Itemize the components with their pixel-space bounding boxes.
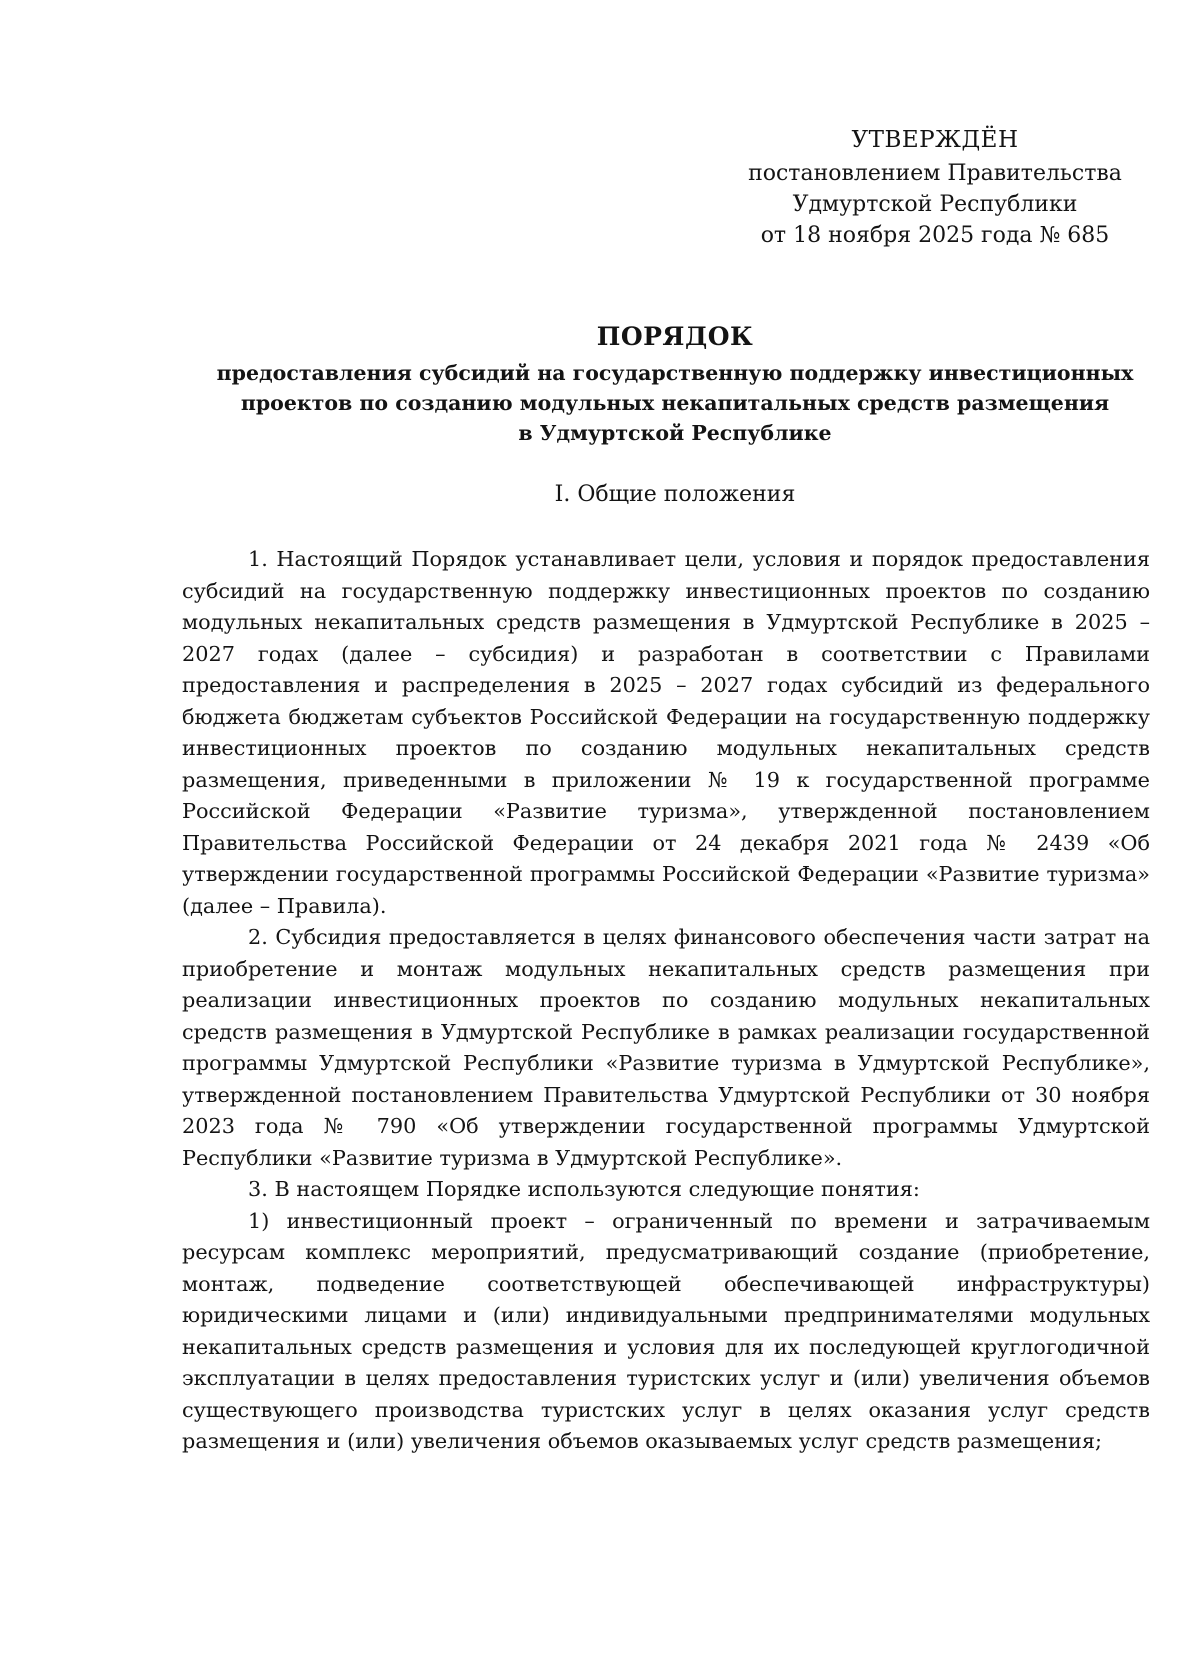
subtitle-line: проектов по созданию модульных некапитальных средств размещения: [240, 391, 1110, 415]
approval-line: Удмуртской Республики: [792, 192, 1078, 217]
document-subtitle: [175, 358, 1175, 448]
approval-date-number: от 18 ноября 2025 года № 685: [760, 223, 1110, 248]
paragraph: 3. В настоящем Порядке используются следующие понятия:: [248, 1177, 920, 1201]
paragraph: 2. Субсидия предоставляется в целях финансового обеспечения части затрат на приобретение и монтаж модульных некапитальных средств размещения при реализации инвестиционных проектов по созданию модульных некапитальных средств размещения в Удмуртской Республике в рамках реализации государственной программы Удмуртской Республики «Развитие туризма в Удмуртской Республике», утвержденной постановлением Правительства Удмуртской Республики от 30 ноября 2023 года № 790 «Об утверждении государственной программы Удмуртской Республики «Развитие туризма в Удмуртской Республике».: [182, 925, 1150, 1170]
subtitle-line: в Удмуртской Республике: [518, 421, 832, 445]
paragraph: 1) инвестиционный проект – ограниченный по времени и затрачиваемым ресурсам комплекс мероприятий, предусматривающий создание (приобретение, монтаж, подведение соответствующей обеспечивающей инфраструктуры) юридическими лицами и (или) индивидуальными предпринимателями модульных некапитальных средств размещения и условия для их последующей круглогодичной эксплуатации в целях предоставления туристских услуг и (или) увеличения объемов существующего производства туристских услуг в целях оказания услуг средств размещения и (или) увеличения объемов оказываемых услуг средств размещения;: [182, 1208, 1150, 1453]
approval-line: постановлением Правительства: [748, 161, 1122, 186]
document-title: ПОРЯДОК: [596, 322, 754, 351]
approval-block: [735, 125, 1135, 251]
section-heading: I. Общие положения: [554, 482, 796, 507]
paragraph: 1. Настоящий Порядок устанавливает цели, условия и порядок предоставления субсидий на государственную поддержку инвестиционных проектов по созданию модульных некапитальных средств размещения в Удмуртской Республике в 2025 – 2027 годах (далее – субсидия) и разработан в соответствии с Правилами предоставления и распределения в 2025 – 2027 годах субсидий из федерального бюджета бюджетам субъектов Российской Федерации на государственную поддержку инвестиционных проектов по созданию модульных некапитальных средств размещения, приведенными в приложении № 19 к государственной программе Российской Федерации «Развитие туризма», утвержденной постановлением Правительства Российской Федерации от 24 декабря 2021 года № 2439 «Об утверждении государственной программы Российской Федерации «Развитие туризма» (далее – Правила).: [182, 547, 1150, 918]
document-body: [182, 544, 1150, 1458]
approval-title: УТВЕРЖДЁН: [851, 127, 1019, 153]
subtitle-line: предоставления субсидий на государственную поддержку инвестиционных: [216, 361, 1134, 385]
